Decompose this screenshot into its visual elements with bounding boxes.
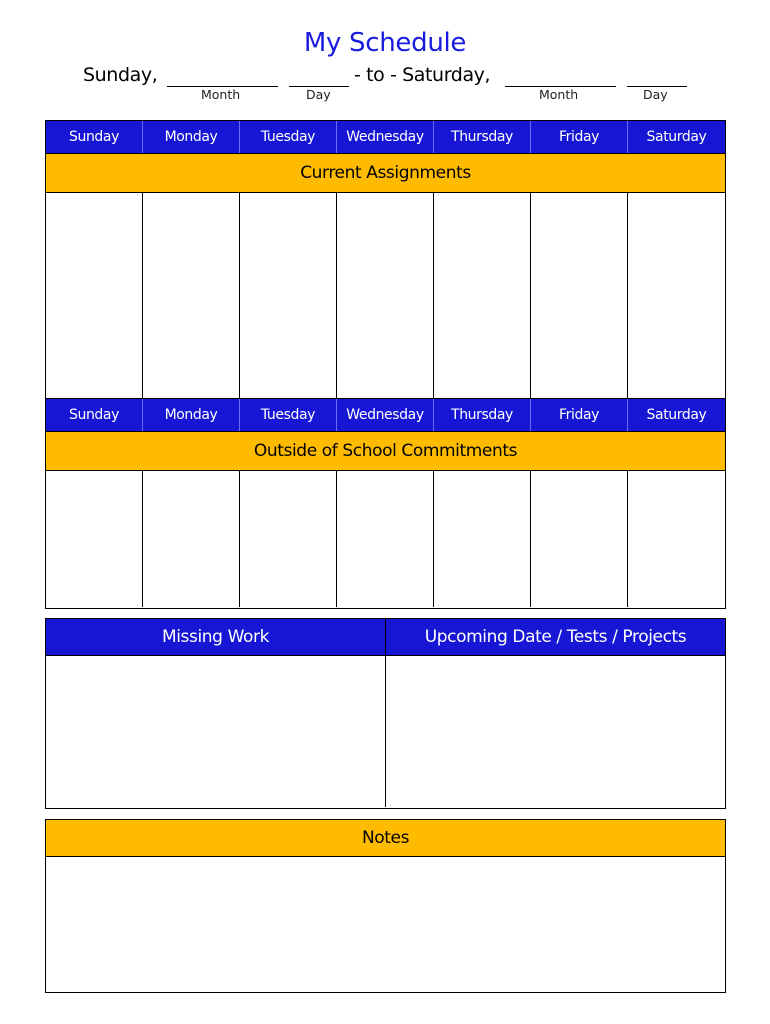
missing-upcoming-body: [46, 656, 725, 807]
assignment-cell-friday[interactable]: [531, 193, 628, 398]
weekday-sunday: Sunday: [46, 399, 143, 431]
commitment-cell-monday[interactable]: [143, 471, 240, 607]
commitment-cell-sunday[interactable]: [46, 471, 143, 607]
assignment-cell-monday[interactable]: [143, 193, 240, 398]
weekday-monday: Monday: [143, 121, 240, 153]
outside-commitments-grid: [45, 398, 726, 609]
notes-area[interactable]: [46, 857, 725, 991]
end-day-caption: Day: [643, 87, 668, 102]
end-month-caption: Month: [539, 87, 579, 102]
assignment-cell-tuesday[interactable]: [240, 193, 337, 398]
missing-work-area[interactable]: [46, 656, 386, 807]
weekday-thursday: Thursday: [434, 399, 531, 431]
weekday-wednesday: Wednesday: [337, 121, 434, 153]
commitment-cell-thursday[interactable]: [434, 471, 531, 607]
commitment-cell-saturday[interactable]: [628, 471, 725, 607]
assignment-cell-sunday[interactable]: [46, 193, 143, 398]
weekday-sunday: Sunday: [46, 121, 143, 153]
commitment-cell-friday[interactable]: [531, 471, 628, 607]
weekday-friday: Friday: [531, 121, 628, 153]
assignment-cell-wednesday[interactable]: [337, 193, 434, 398]
page-title: My Schedule: [303, 28, 467, 58]
date-range-line: [0, 64, 770, 104]
assignment-cell-thursday[interactable]: [434, 193, 531, 398]
weekday-wednesday: Wednesday: [337, 399, 434, 431]
assignment-cell-saturday[interactable]: [628, 193, 725, 398]
weekday-tuesday: Tuesday: [240, 121, 337, 153]
range-separator-label: - to - Saturday,: [354, 64, 491, 86]
current-assignments-cells: [46, 193, 725, 398]
upcoming-area[interactable]: [386, 656, 725, 807]
weekday-header-row: [46, 121, 725, 153]
current-assignments-heading: Current Assignments: [46, 153, 725, 193]
missing-upcoming-header: [46, 619, 725, 656]
weekday-saturday: Saturday: [646, 407, 707, 423]
current-assignments-grid: [45, 120, 726, 400]
outside-commitments-cells: [46, 471, 725, 607]
weekday-saturday: Saturday: [646, 129, 707, 145]
weekday-friday: Friday: [531, 399, 628, 431]
weekday-tuesday: Tuesday: [240, 399, 337, 431]
upcoming-heading: Upcoming Date / Tests / Projects: [424, 627, 687, 647]
notes-box: [45, 819, 726, 993]
weekday-header-row: [46, 399, 725, 431]
notes-heading: Notes: [46, 820, 725, 857]
start-day-caption: Day: [306, 87, 331, 102]
missing-upcoming-table: [45, 618, 726, 809]
commitment-cell-tuesday[interactable]: [240, 471, 337, 607]
weekday-monday: Monday: [143, 399, 240, 431]
start-day-label: Sunday,: [83, 64, 158, 86]
commitment-cell-wednesday[interactable]: [337, 471, 434, 607]
weekday-thursday: Thursday: [434, 121, 531, 153]
start-month-caption: Month: [201, 87, 241, 102]
missing-work-heading: Missing Work: [46, 619, 386, 655]
outside-commitments-heading: Outside of School Commitments: [46, 431, 725, 471]
